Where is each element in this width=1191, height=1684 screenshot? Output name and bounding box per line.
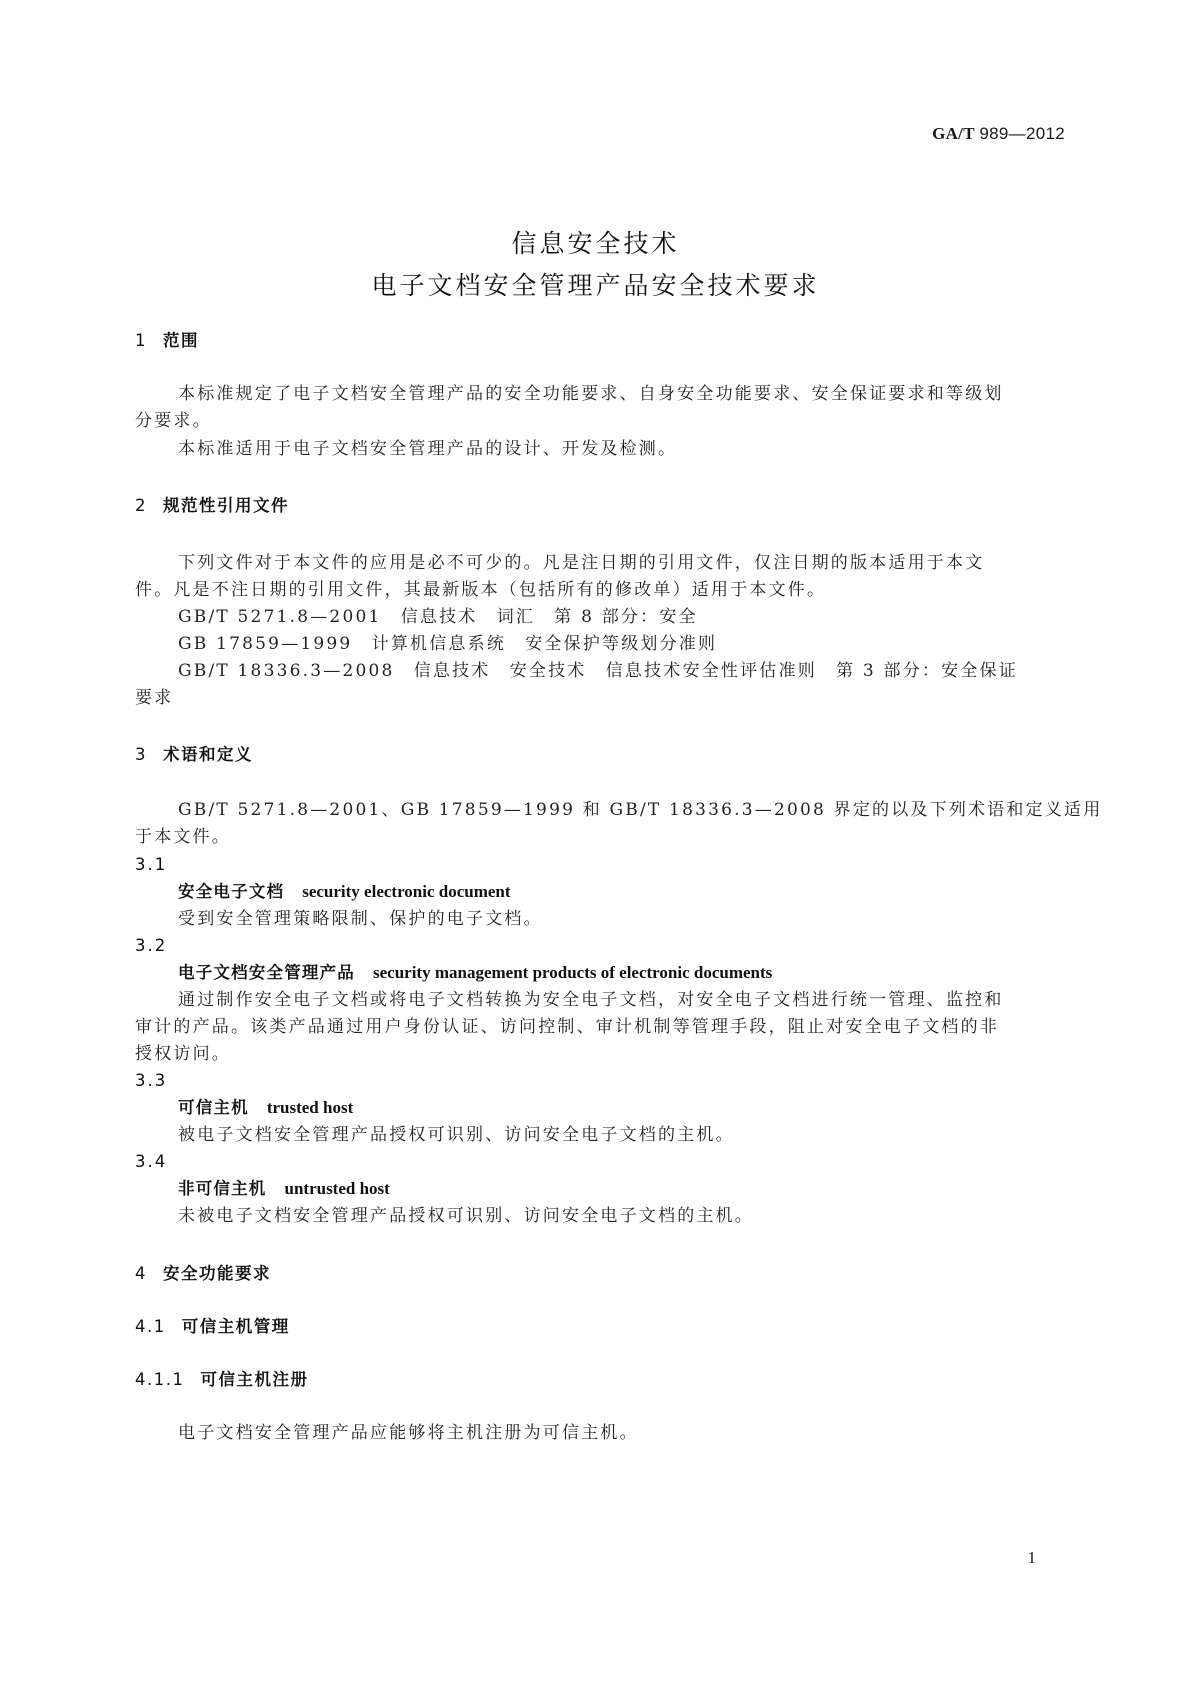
paragraph: 本标准适用于电子文档安全管理产品的设计、开发及检测。 <box>178 439 678 459</box>
term-definition: 受到安全管理策略限制、保护的电子文档。 <box>178 909 543 929</box>
term-heading: 安全电子文档 security electronic document <box>178 882 511 901</box>
section-heading-4: 4 安全功能要求 <box>135 1264 271 1283</box>
term-number: 3.3 <box>135 1071 168 1090</box>
subsubsection-heading-4-1-1: 4.1.1 可信主机注册 <box>135 1370 309 1389</box>
section-heading-3: 3 术语和定义 <box>135 745 253 764</box>
term-heading: 非可信主机 untrusted host <box>178 1179 390 1198</box>
paragraph: 下列文件对于本文件的应用是必不可少的。凡是注日期的引用文件，仅注日期的版本适用于本文 <box>178 553 985 573</box>
paragraph: GB/T 5271.8—2001、GB 17859—1999 和 GB/T 18336.3—2008 界定的以及下列术语和定义适用 <box>178 800 1103 820</box>
term-heading: 可信主机 trusted host <box>178 1098 354 1117</box>
reference-item-continuation: 要求 <box>135 688 174 708</box>
term-number: 3.1 <box>135 855 168 874</box>
page-number: 1 <box>1027 1548 1036 1567</box>
standard-number: 989—2012 <box>979 124 1065 143</box>
standard-prefix: GA/T <box>932 124 975 143</box>
subsection-heading-4-1: 4.1 可信主机管理 <box>135 1317 290 1336</box>
term-definition: 未被电子文档安全管理产品授权可识别、访问安全电子文档的主机。 <box>178 1206 754 1226</box>
document-title-line2: 电子文档安全管理产品安全技术要求 <box>371 271 820 300</box>
standard-code <box>932 124 1065 144</box>
reference-item: GB/T 18336.3—2008 信息技术 安全技术 信息技术安全性评估准则 第 3 部分：安全保证 <box>178 661 1018 681</box>
term-definition: 授权访问。 <box>135 1044 231 1064</box>
term-number: 3.2 <box>135 936 168 955</box>
paragraph: 于本文件。 <box>135 827 231 847</box>
document-title-line1: 信息安全技术 <box>511 229 680 258</box>
term-number: 3.4 <box>135 1152 168 1171</box>
reference-item: GB 17859—1999 计算机信息系统 安全保护等级划分准则 <box>178 634 718 654</box>
term-definition: 审计的产品。该类产品通过用户身份认证、访问控制、审计机制等管理手段，阻止对安全电子文档的非 <box>135 1017 999 1037</box>
term-heading: 电子文档安全管理产品 security management products of electronic documents <box>178 963 773 982</box>
paragraph: 分要求。 <box>135 411 212 431</box>
paragraph: 本标准规定了电子文档安全管理产品的安全功能要求、自身安全功能要求、安全保证要求和等级划 <box>178 384 1004 404</box>
reference-item: GB/T 5271.8—2001 信息技术 词汇 第 8 部分：安全 <box>178 607 698 627</box>
term-definition: 通过制作安全电子文档或将电子文档转换为安全电子文档，对安全电子文档进行统一管理、监控和 <box>178 990 1004 1010</box>
section-heading-2: 2 规范性引用文件 <box>135 496 289 515</box>
paragraph: 电子文档安全管理产品应能够将主机注册为可信主机。 <box>178 1423 639 1443</box>
paragraph: 件。凡是不注日期的引用文件，其最新版本（包括所有的修改单）适用于本文件。 <box>135 580 827 600</box>
term-definition: 被电子文档安全管理产品授权可识别、访问安全电子文档的主机。 <box>178 1125 735 1145</box>
section-heading-1: 1 范围 <box>135 331 199 350</box>
